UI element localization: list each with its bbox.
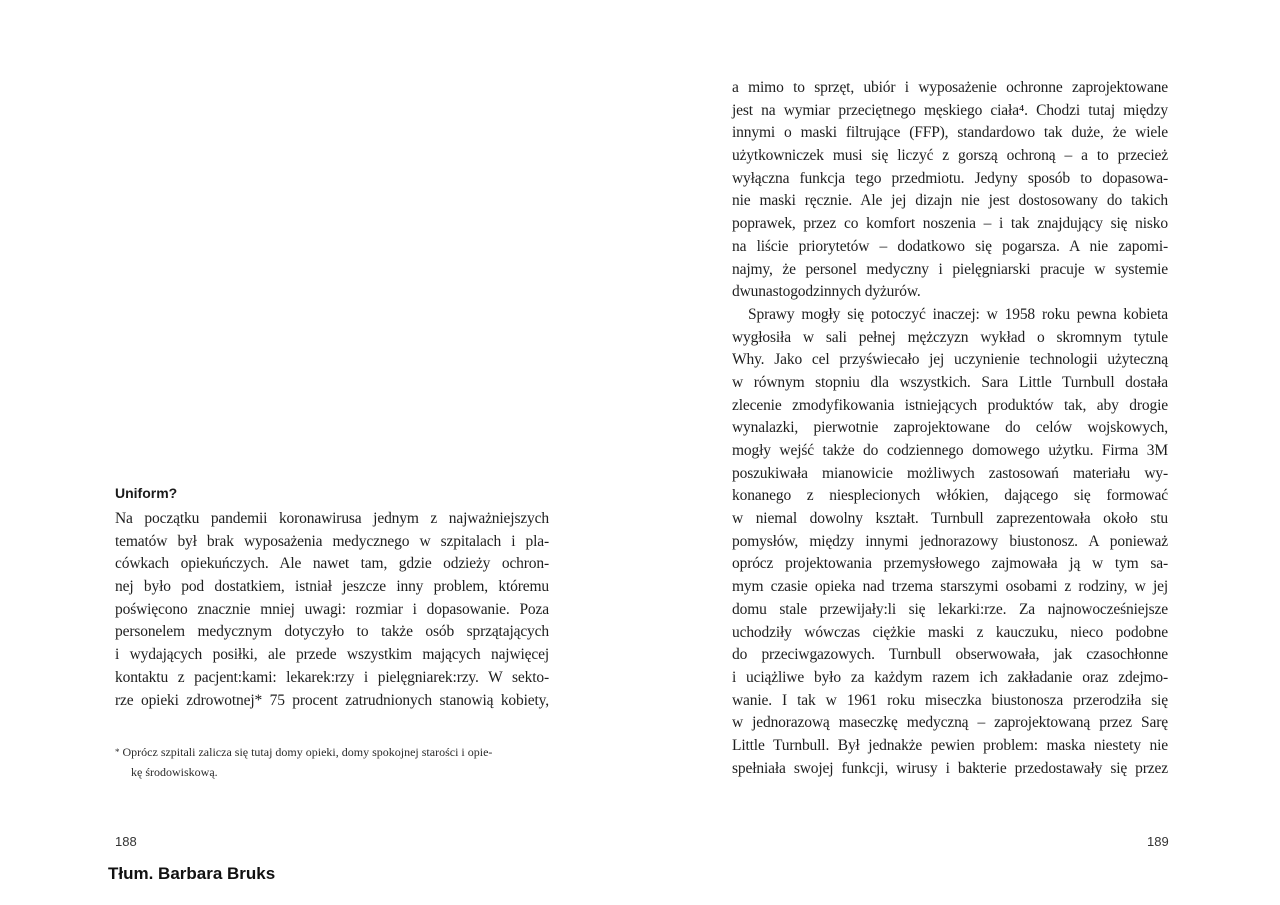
text-line: jest na wymiar przeciętnego męskiego ciała⁴. Chodzi tutaj między: [732, 101, 1168, 119]
text-line: w jednorazową maseczkę medyczną – zaprojektowaną przez Sarę: [732, 714, 1168, 732]
text-line: mym czasie opieka nad trzema starszymi osobami z rodziny, w jej: [732, 578, 1168, 596]
text-line: uchodziły wówczas ciężkie maski z kauczuku, nieco podobne: [732, 623, 1168, 641]
text-line: wyłączna funkcja tego przedmiotu. Jedyny sposób to dopasowa-: [732, 169, 1168, 187]
text-line: Sprawy mogły się potoczyć inaczej: w 1958 roku pewna kobieta: [748, 305, 1168, 323]
footnote-text: Oprócz szpitali zalicza się tutaj domy opieki, domy spokojnej starości i opie-: [122, 745, 493, 759]
text-line: cówkach opiekuńczych. Ale nawet tam, gdzie odzieży ochron-: [115, 555, 549, 573]
text-line: a mimo to sprzęt, ubiór i wyposażenie ochronne zaprojektowane: [732, 79, 1168, 96]
text-line: Na początku pandemii koronawirusa jednym z najważniejszych: [115, 510, 549, 527]
right-body-text: [732, 77, 1168, 780]
text-line: poszukiwała mianowicie możliwych zastosowań materiału wy-: [732, 464, 1168, 482]
text-line: tematów był brak wyposażenia medycznego w szpitalach i pla-: [115, 532, 549, 550]
text-line: nie maski ręcznie. Ale jej dizajn nie jest dostosowany do takich: [732, 192, 1168, 210]
text-line: zlecenie zmodyfikowania istniejących produktów tak, aby drogie: [732, 396, 1168, 414]
footnote: [115, 742, 549, 782]
text-line: najmy, że personel medyczny i pielęgniarski pracuje w systemie: [732, 260, 1168, 278]
right-page: [640, 0, 1280, 905]
left-body-text: [115, 508, 549, 712]
text-line: rze opieki zdrowotnej* 75 procent zatrudnionych stanowią kobiety,: [115, 691, 549, 709]
text-line: dwunastogodzinnych dyżurów.: [732, 283, 921, 301]
page-number: 189: [1147, 834, 1169, 849]
text-line: spełniała swojej funkcji, wirusy i bakterie przedostawały się przez: [732, 759, 1168, 777]
text-line: do przeciwgazowych. Turnbull obserwowała, jak czasochłonne: [732, 646, 1168, 664]
text-line: poprawek, przez co komfort noszenia – i tak znajdujący się nisko: [732, 215, 1168, 233]
text-line: oprócz projektowania przemysłowego zajmowała ją w tym sa-: [732, 555, 1168, 573]
text-line: na liście priorytetów – dodatkowo się pogarsza. A nie zapomi-: [732, 237, 1168, 255]
text-line: konanego z niesplecionych włókien, dającego się formować: [732, 487, 1168, 505]
footnote-line: [115, 742, 549, 762]
text-line: Little Turnbull. Był jednakże pewien problem: maska niestety nie: [732, 736, 1168, 754]
translator-credit: Tłum. Barbara Bruks: [108, 864, 276, 883]
text-line: pomysłów, między innymi jednorazowy biustonosz. A ponieważ: [732, 532, 1168, 550]
text-line: nej było pod dostatkiem, istniał jeszcze inny problem, któremu: [115, 578, 549, 596]
text-line: w niemal dowolny kształt. Turnbull zaprezentowała około stu: [732, 510, 1168, 528]
text-line: personelem medycznym dotyczyło to także osób sprzątających: [115, 623, 549, 641]
text-line: i uciążliwe było za każdym razem ich zakładanie oraz zdejmo-: [732, 668, 1168, 686]
text-line: poświęcono znacznie mniej uwagi: rozmiar i dopasowanie. Poza: [115, 600, 549, 618]
section-heading: Uniform?: [115, 485, 178, 501]
text-line: użytkowniczek musi się liczyć z gorszą ochroną – a to przecież: [732, 147, 1168, 165]
text-line: wynalazki, pierwotnie zaprojektowane do celów wojskowych,: [732, 419, 1168, 437]
text-line: innymi o maski filtrujące (FFP), standardowo tak duże, że wiele: [732, 124, 1168, 142]
text-line: kontaktu z pacjent:kami: lekarek:rzy i pielęgniarek:rzy. W sekto-: [115, 668, 549, 686]
text-line: Why. Jako cel przyświecało jej uczynienie technologii użyteczną: [732, 351, 1168, 369]
footnote-mark: *: [115, 747, 120, 757]
text-line: wygłosiła w sali pełnej mężczyzn wykład o skromnym tytule: [732, 328, 1168, 346]
text-line: domu stale przewijały:li się lekarki:rze. Za najnowocześniejsze: [732, 600, 1168, 618]
text-line: i wydających posiłki, ale przede wszystkim mających najwięcej: [115, 646, 549, 664]
page-number: 188: [115, 834, 137, 849]
footnote-line: kę środowiskową.: [131, 765, 218, 779]
text-line: w równym stopniu dla wszystkich. Sara Little Turnbull dostała: [732, 373, 1168, 391]
text-line: mogły wejść także do codziennego domowego użytku. Firma 3M: [732, 442, 1168, 459]
text-line: wanie. I tak w 1961 roku miseczka biustonosza przerodziła się: [732, 691, 1168, 709]
